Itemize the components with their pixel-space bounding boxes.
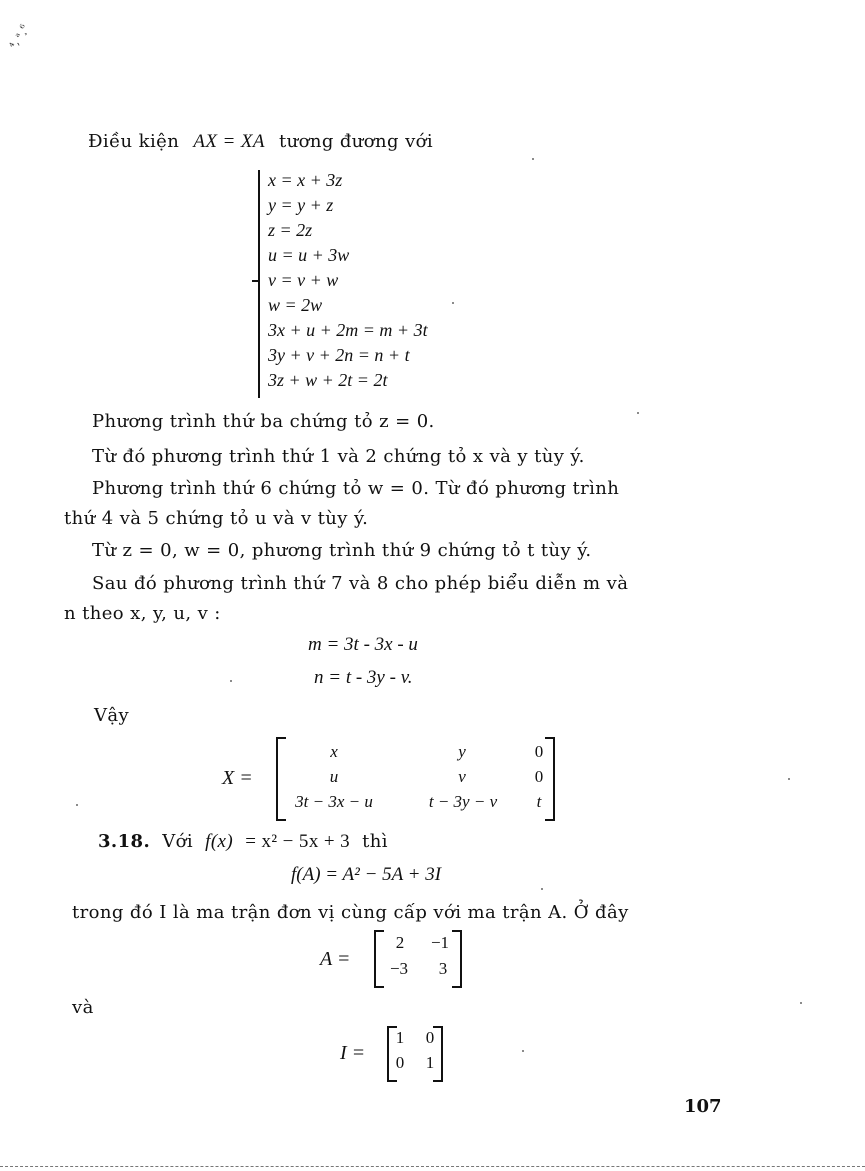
- matrix-x-cell-0-0: x: [330, 742, 338, 761]
- system-eq-4: u = u + 3w: [268, 245, 350, 265]
- paragraph-1: Phương trình thứ ba chứng tỏ z = 0.: [92, 411, 435, 432]
- scan-speck: [788, 778, 790, 780]
- scan-speck: [76, 804, 78, 806]
- exercise-fx: f(x): [205, 831, 234, 852]
- paragraph-4: Từ z = 0, w = 0, phương trình thứ 9 chứng tỏ t tùy ý.: [92, 540, 592, 561]
- scan-speck: [800, 1002, 802, 1004]
- matrix-x-cell-2-2: t: [536, 792, 542, 811]
- matrix-x-cell-1-1: v: [458, 767, 466, 786]
- matrix-a-left-bracket: [374, 930, 384, 988]
- fA-equation: f(A) = A² − 5A + 3I: [291, 864, 442, 885]
- scan-speck: [541, 888, 543, 890]
- paragraph-5b: n theo x, y, u, v :: [64, 603, 221, 624]
- m-equation: m = 3t - 3x - u: [308, 634, 418, 655]
- system-eq-1: x = x + 3z: [268, 170, 343, 190]
- matrix-a-cell-0-1: −1: [430, 933, 450, 952]
- va-label: và: [72, 997, 94, 1018]
- scan-speck: [452, 302, 454, 304]
- matrix-i-cell-0-0: 1: [395, 1028, 405, 1047]
- matrix-x-cell-2-1: t − 3y − v: [428, 792, 498, 811]
- intro-text: Điều kiện: [88, 131, 180, 152]
- matrix-a-cell-1-1: 3: [438, 959, 448, 978]
- matrix-x-label: X =: [222, 767, 253, 789]
- scan-speck: [230, 680, 232, 682]
- exercise-text-a: Với: [162, 831, 194, 852]
- paragraph-3b: thứ 4 và 5 chứng tỏ u và v tùy ý.: [64, 508, 369, 529]
- system-eq-5: v = v + w: [268, 270, 339, 290]
- intro-equation: AX = XA: [193, 131, 265, 152]
- system-eq-6: w = 2w: [268, 295, 323, 315]
- matrix-i-cell-1-0: 0: [395, 1053, 405, 1072]
- matrix-x-cell-1-0: u: [329, 767, 339, 786]
- intro-line: [88, 131, 433, 153]
- system-brace-tip: [252, 280, 260, 282]
- exercise-line: [98, 831, 388, 853]
- matrix-a-cell-1-0: −3: [389, 959, 409, 978]
- system-brace: [258, 170, 266, 398]
- corner-annotation: ⁴, ᵃ¸⁶: [6, 22, 31, 51]
- intro-rest: tương đương với: [278, 131, 434, 152]
- matrix-a-cell-0-0: 2: [395, 933, 405, 952]
- exercise-poly: = x² − 5x + 3: [245, 831, 351, 852]
- exercise-line-2: trong đó I là ma trận đơn vị cùng cấp với ma trận A. Ở đây: [72, 902, 629, 923]
- system-eq-2: y = y + z: [268, 195, 334, 215]
- vay-label: Vậy: [94, 705, 130, 726]
- matrix-x-cell-0-1: y: [458, 742, 466, 761]
- matrix-i-cell-1-1: 1: [425, 1053, 435, 1072]
- system-eq-8: 3y + v + 2n = n + t: [268, 345, 410, 365]
- n-equation: n = t - 3y - v.: [314, 667, 413, 688]
- exercise-text-b: thì: [362, 831, 388, 852]
- paragraph-5a: Sau đó phương trình thứ 7 và 8 cho phép biểu diễn m và: [92, 573, 629, 594]
- exercise-number: 3.18.: [98, 831, 151, 852]
- system-eq-9: 3z + w + 2t = 2t: [268, 370, 388, 390]
- scan-speck: [522, 1050, 524, 1052]
- matrix-x-cell-0-2: 0: [534, 742, 544, 761]
- matrix-x-cell-1-2: 0: [534, 767, 544, 786]
- paragraph-3a: Phương trình thứ 6 chứng tỏ w = 0. Từ đó phương trình: [92, 478, 620, 499]
- matrix-i-cell-0-1: 0: [425, 1028, 435, 1047]
- matrix-i-label: I =: [340, 1042, 366, 1064]
- page-number: 107: [684, 1096, 722, 1117]
- paragraph-2: Từ đó phương trình thứ 1 và 2 chứng tỏ x và y tùy ý.: [92, 446, 585, 467]
- matrix-a-label: A =: [320, 948, 351, 970]
- system-eq-3: z = 2z: [268, 220, 313, 240]
- scan-speck: [532, 158, 534, 160]
- scan-speck: [637, 412, 639, 414]
- scan-bottom-edge: [0, 1166, 865, 1167]
- system-eq-7: 3x + u + 2m = m + 3t: [268, 320, 428, 340]
- matrix-x-cell-2-0: 3t − 3x − u: [295, 792, 373, 811]
